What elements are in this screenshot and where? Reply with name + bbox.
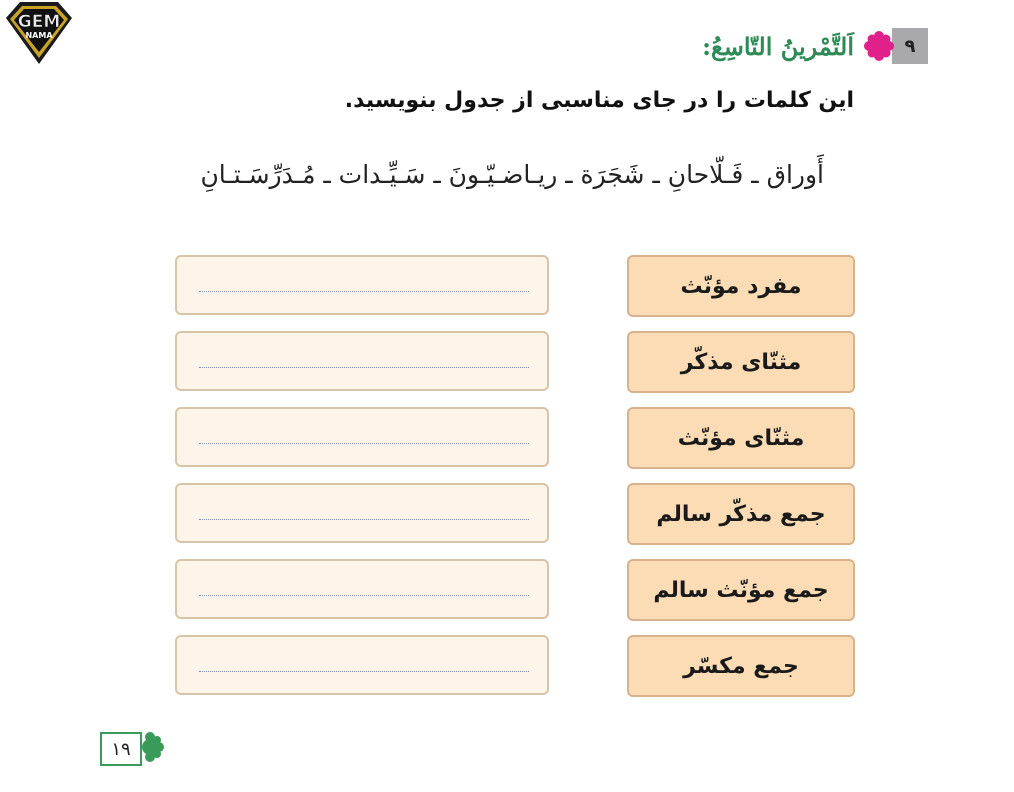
dotted-answer-line bbox=[199, 291, 529, 292]
dotted-answer-line bbox=[199, 671, 529, 672]
exercise-title: اَلتَّمْرینُ التّاسِعُ: bbox=[702, 31, 854, 61]
table-row bbox=[175, 559, 855, 623]
category-label: مثنّای مؤنّث bbox=[627, 407, 855, 469]
word-list: أَوراق ـ فَـلّاحانِ ـ شَجَرَة ـ ریـاضـیّـونَ ـ سَـیِّـدات ـ مُـدَرِّسَـتـانِ bbox=[200, 160, 824, 189]
table-row bbox=[175, 635, 855, 699]
category-label: مثنّای مذکّر bbox=[627, 331, 855, 393]
answer-field[interactable] bbox=[175, 255, 549, 315]
green-flower-icon bbox=[138, 730, 166, 768]
table-row bbox=[175, 331, 855, 395]
gemnama-logo bbox=[0, 0, 78, 66]
page-number-badge bbox=[100, 730, 166, 768]
category-label: جمع مذکّر سالم bbox=[627, 483, 855, 545]
diamond-logo-icon bbox=[0, 0, 78, 66]
exercise-header bbox=[702, 28, 928, 64]
instruction-text: این کلمات را در جای مناسبی از جدول بنویسید. bbox=[344, 88, 854, 113]
answer-field[interactable] bbox=[175, 407, 549, 467]
answer-field[interactable] bbox=[175, 483, 549, 543]
pink-flower-icon bbox=[864, 31, 894, 61]
dotted-answer-line bbox=[199, 519, 529, 520]
answer-field[interactable] bbox=[175, 559, 549, 619]
page-number: ۱۹ bbox=[100, 732, 142, 766]
answer-field[interactable] bbox=[175, 331, 549, 391]
table-row bbox=[175, 407, 855, 471]
category-label: جمع مؤنّث سالم bbox=[627, 559, 855, 621]
answer-table bbox=[175, 255, 855, 711]
dotted-answer-line bbox=[199, 367, 529, 368]
logo-text-nama: NAMA bbox=[25, 31, 53, 40]
dotted-answer-line bbox=[199, 443, 529, 444]
dotted-answer-line bbox=[199, 595, 529, 596]
category-label: جمع مکسّر bbox=[627, 635, 855, 697]
table-row bbox=[175, 483, 855, 547]
category-label: مفرد مؤنّث bbox=[627, 255, 855, 317]
exercise-number: ۹ bbox=[892, 28, 928, 64]
table-row bbox=[175, 255, 855, 319]
answer-field[interactable] bbox=[175, 635, 549, 695]
logo-text-gem: GEM bbox=[17, 12, 61, 32]
